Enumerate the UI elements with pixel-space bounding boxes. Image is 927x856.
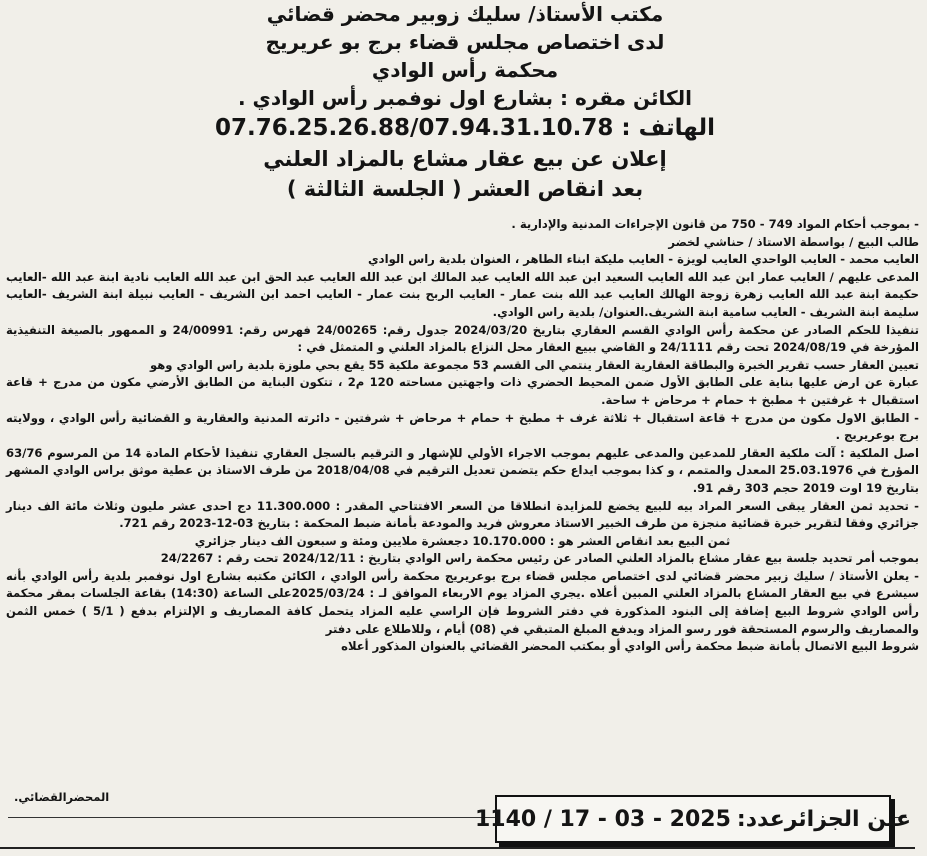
- phone-number: 07.76.25.26.88/07.94.31.10.78: [215, 115, 614, 141]
- plaintiffs: العايب محمد - العايب الواحدي العايب لويزة - العايب مليكة ابناء الطاهر ، العنوان بلدية راس الوادي: [368, 252, 919, 267]
- property-identification: تعيين العقار حسب تقرير الخبرة والبطاقة العقارية العقار ينتمي الى القسم 53 مجموعة ملكية 55 يقع بحي ملوزة بلدية راس الوادي وهو: [150, 357, 919, 372]
- reduced-price: ثمن البيع بعد انقاص العشر هو : 10.170.000 دجعشرة ملايين ومئة و سبعون الف دينار جزائري: [194, 533, 731, 548]
- contact-conditions: شروط البيع الاتصال بأمانة ضبط محكمة رأس الوادي أو بمكتب المحضر القضائي بالعنوان المذكور أعلاه: [341, 639, 919, 654]
- announcement-header: [150, 0, 780, 204]
- property-description: عبارة عن ارض عليها بناية على الطابق الأول ضمن المحيط الحضري ذات واجهتين مساحته 120 م2 ، تتكون البناية من الطابق الأرضي مكون من مدرج + قاعة استقبال + غرفتين + مطبخ + حمام + مرحاض + ساحة.: [6, 375, 919, 407]
- judgment-execution: تنفيذا للحكم الصادر عن محكمة رأس الوادي القسم العقاري بتاريخ 2024/03/20 جدول رقم: 24/00265 فهرس رقم: 24/00991 و الممهور بالصيغة التنفيذية المؤرخة في 2024/08/19 تحت رقم 24/1111 و القاضي ببيع العقار محل النزاع بالمزاد العلني و المتمثل في :: [6, 322, 919, 355]
- reference-label: عين الجزائرعدد:: [736, 806, 912, 832]
- defendants: المدعى عليهم / العايب عمار ابن عبد الله العايب السعيد ابن عبد الله العايب عبد المالك ابن عبد الله العايب عبد الحق ابن عبد الله العايب نادية ابنة عبد الله -العايب حكيمة ابنة عبد الله العايب زهرة زوجة الهالك العايب عبد الله بنت عمار - العايب الربح بنت عمار - العايب احمد ابن الشريف - العايب نبيلة ابنة الشريف -العايب سليمة ابنة الشريف - العايب سامية ابنة الشريف.العنوان/ بلدية راس الوادي.: [6, 269, 919, 319]
- first-floor-description: - الطابق الاول مكون من مدرج + قاعة استقبال + ثلاثة غرف + مطبخ + حمام + مرحاض + شرفتين - دائرته المدنية والعقارية و القضائية رأس الوادي ، وولايته برج بوعريريج .: [6, 410, 919, 443]
- reference-number: 1140 / 17 - 03 - 2025: [474, 806, 731, 832]
- office-name: مكتب الأستاذ/ سليك زوبير محضر قضائي: [266, 2, 664, 26]
- announcement-subtitle: بعد انقاص العشر ( الجلسة الثالثة ): [286, 177, 644, 201]
- office-address: الكائن مقره : بشارع اول نوفمبر رأس الوادي .: [237, 86, 692, 110]
- ownership-origin: اصل الملكية : آلت ملكية العقار للمدعين والمدعى عليهم بموجب الاجراء الأولي للإشهار و الترقيم بالسجل العقاري تنفيذا لأحكام المادة 14 من المرسوم 63/76 المؤرخ في 25.03.1976 المعدل والمتمم ، و كذا بموجب ايداع حكم يتضمن تعديل الترقيم في 2018/04/08 من طرف الاستاذ بن عطية موثق براس الوادي المشهر بتاريخ 19 اوت 2019 حجم 303 رقم 91.: [6, 445, 920, 495]
- court-name: محكمة رأس الوادي: [371, 58, 559, 82]
- plaintiff-lawyer: طالب البيع / بواسطة الاستاذ / حناشي لخضر: [668, 234, 919, 249]
- newspaper-reference-box: [474, 795, 912, 843]
- auction-announcement: - يعلن الأستاذ / سليك زبير محضر قضائي لدى اختصاص مجلس قضاء برج بوعريريج محكمة رأس الوادي ، الكائن مكتبه بشارع اول نوفمبر بلدية رأس الوادي بأنه سيشرع في بيع العقار المشاع بالمزاد العلني المبين أعلاه .يجري المزاد يوم الاربعاء الموافق لـ : 2025/03/24على الساعة (14:30) بقاعة الجلسات بمقر محكمة رأس الوادي شروط البيع إضافة إلى البنود المذكورة في دفتر الشروط فإن الراسي عليه المزاد يتحمل كافة المصاريف و الإلتزام بدفع ( 5/1 ) خمس الثمن والمصاريف والرسوم المستحقة فور رسو المزاد ويدفع المبلغ المتبقي في (08) أيام ، وللاطلاع على دفتر: [6, 568, 920, 636]
- jurisdiction-line: لدى اختصاص مجلس قضاء برج بو عريريج: [265, 30, 665, 54]
- legal-basis: - بموجب أحكام المواد 749 - 750 من قانون الإجراءات المدنية والإدارية .: [511, 217, 919, 231]
- bailiff-signature: المحضرالقضائي.: [14, 790, 110, 804]
- announcement-title: إعلان عن بيع عقار مشاع بالمزاد العلني: [263, 147, 667, 171]
- session-order: بموجب أمر تحديد جلسة بيع عقار مشاع بالمزاد العلني الصادر عن رئيس محكمة راس الوادي بتاريخ : 2024/12/11 تحت رقم : 24/2267: [160, 551, 919, 566]
- phone-line: [150, 112, 780, 144]
- price-determination: - تحديد ثمن العقار يبقى السعر المراد بيه للبيع يخضع للمزايدة انطلاقا من السعر الافتتاحي المقدر : 11.300.000 دج احدى عشر مليون وثلاث مائة الف دينار جزائري وفقا لتقرير خبرة قضائية منجزة من طرف الخبير الاستاذ معروش فريد والمودعة بأمانة ضبط المحكمة : بتاريخ 03-12-2023 رقم 721.: [6, 498, 919, 531]
- bottom-border: [0, 847, 915, 849]
- phone-label: الهاتف :: [621, 115, 715, 141]
- announcement-body: [6, 216, 919, 656]
